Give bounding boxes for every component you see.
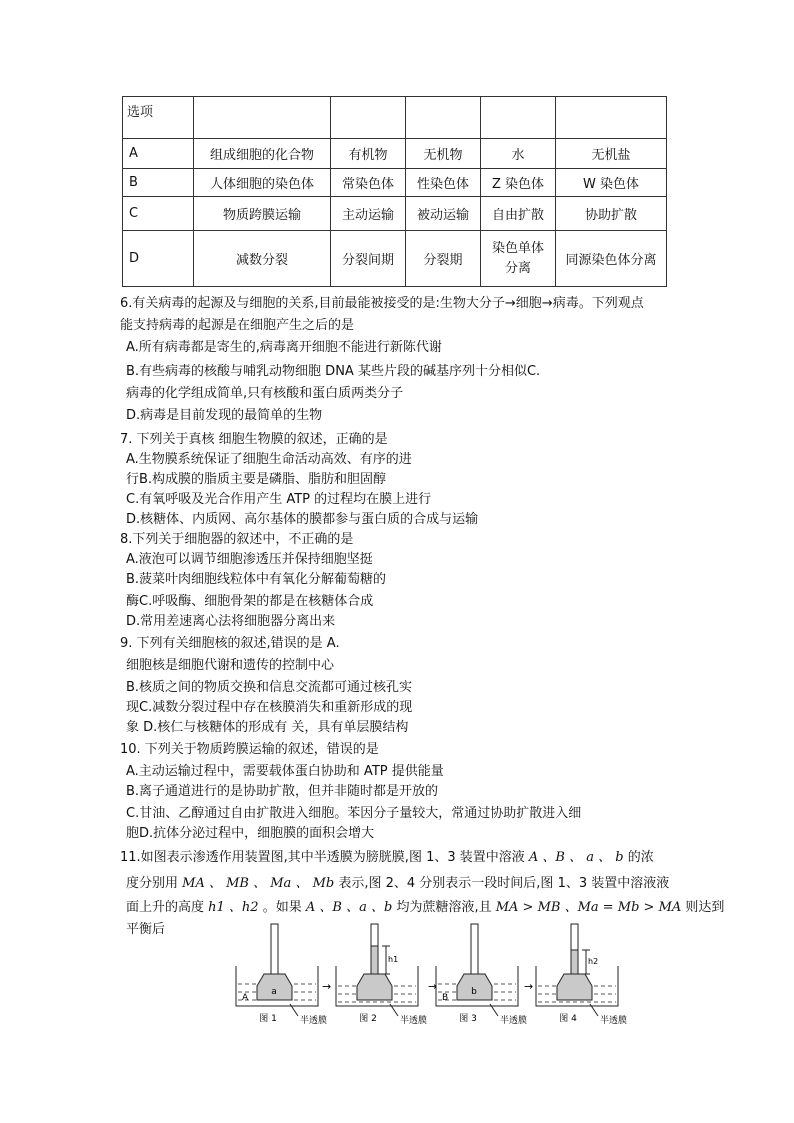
table-row <box>123 139 667 169</box>
table-cell <box>481 97 556 139</box>
table-cell: W 染色体 <box>556 169 667 197</box>
q11-text: 表示,图 2、4 分别表示一段时间后,图 1、3 装置中溶液液 <box>338 876 670 891</box>
answer-option: A.液泡可以调节细胞渗透压并保持细胞坚挺 <box>126 552 373 567</box>
q11-text: 。如果 <box>262 900 302 915</box>
figure-label: 图 3 <box>459 1014 477 1024</box>
answer-option: 行B.构成膜的脂质主要是磷脂、脂肪和胆固醇 <box>126 472 387 487</box>
height-label: h1 <box>388 955 399 964</box>
question-7-stem: 7. 下列关于真核 细胞生物膜的叙述，正确的是 <box>120 432 388 447</box>
table-row <box>123 197 667 231</box>
table-cell: 组成细胞的化合物 <box>194 139 331 169</box>
table-cell: B <box>123 169 194 197</box>
arrow-icon: → <box>428 980 438 993</box>
arrow-icon: → <box>524 980 534 993</box>
answer-option: B.离子通道进行的是协助扩散，但并非随时都是开放的 <box>126 784 439 799</box>
question-10-stem: 10. 下列关于物质跨膜运输的叙述，错误的是 <box>120 742 379 757</box>
table-cell: 染色单体分离 <box>481 231 556 287</box>
table-cell: 同源染色体分离 <box>556 231 667 287</box>
question-8-stem: 8.下列关于细胞器的叙述中，不正确的是 <box>120 532 354 547</box>
table-cell: 有机物 <box>331 139 406 169</box>
table-row <box>123 231 667 287</box>
membrane-label: 半透膜 <box>600 1016 628 1026</box>
q11-text: 11.如图表示渗透作用装置图,其中半透膜为膀胱膜,图 1、3 装置中溶液 <box>120 850 525 865</box>
table-cell: 物质跨膜运输 <box>194 197 331 231</box>
table-cell: Z 染色体 <box>481 169 556 197</box>
answer-option: D.病毒是目前发现的最简单的生物 <box>126 408 323 423</box>
table-cell: 无机物 <box>406 139 481 169</box>
table-cell: 性染色体 <box>406 169 481 197</box>
answer-option: D.常用差速离心法将细胞器分离出来 <box>126 614 336 629</box>
table-cell: 协助扩散 <box>556 197 667 231</box>
answer-option: 酶C.呼吸酶、细胞骨架的都是在核糖体合成 <box>126 594 374 609</box>
figure-label: 图 2 <box>359 1014 377 1024</box>
q11-text: 度分别用 <box>126 876 179 891</box>
membrane-label: 半透膜 <box>300 1016 328 1026</box>
question-6-stem: 6.有关病毒的起源及与细胞的关系,目前最能被接受的是:生物大分子→细胞→病毒。下列观点 <box>120 296 644 311</box>
q11-text: 均为蔗糖溶液,且 <box>396 900 492 915</box>
answer-option: A.生物膜系统保证了细胞生命活动高效、有序的进 <box>126 452 412 467</box>
device-4 <box>536 924 627 1026</box>
q11-variables: MA 、 MB 、 Ma 、 Mb <box>182 876 335 891</box>
answer-option: B.有些病毒的核酸与哺乳动物细胞 DNA 某些片段的碱基序列十分相似C. <box>126 364 541 379</box>
table-cell: 人体细胞的染色体 <box>194 169 331 197</box>
arrow-icon: → <box>322 980 332 993</box>
q11-text: 的浓 <box>627 850 654 865</box>
figure-label: 图 4 <box>559 1014 577 1024</box>
answer-option: 细胞核是细胞代谢和遗传的控制中心 <box>126 658 335 673</box>
q11-variables: A 、B 、 a 、 b <box>528 850 624 865</box>
question-11-stem <box>126 896 724 915</box>
table-cell: 主动运输 <box>331 197 406 231</box>
answer-option: A.主动运输过程中，需要载体蛋白协助和 ATP 提供能量 <box>126 764 444 779</box>
table-cell: 被动运输 <box>406 197 481 231</box>
device-1 <box>236 924 327 1026</box>
answer-option: D.核糖体、内质网、高尔基体的膜都参与蛋白质的合成与运输 <box>126 512 479 527</box>
question-6-stem: 能支持病毒的起源是在细胞产生之后的是 <box>120 318 355 333</box>
device-3 <box>436 924 527 1026</box>
question-9-stem: 9. 下列有关细胞核的叙述,错误的是 A. <box>120 636 340 651</box>
question-11-stem <box>126 872 669 891</box>
outer-solution-label: B <box>442 993 449 1003</box>
membrane-label: 半透膜 <box>400 1016 428 1026</box>
options-table <box>122 96 667 287</box>
table-cell: 选项 <box>123 97 194 139</box>
table-cell <box>556 97 667 139</box>
table-cell <box>331 97 406 139</box>
q11-variables: A 、B 、a 、b <box>305 900 393 915</box>
table-cell: 减数分裂 <box>194 231 331 287</box>
table-cell <box>194 97 331 139</box>
table-cell: A <box>123 139 194 169</box>
q11-variables: h1 、h2 <box>208 900 259 915</box>
table-header-row <box>123 97 667 139</box>
answer-option: B.菠菜叶肉细胞线粒体中有氧化分解葡萄糖的 <box>126 572 387 587</box>
answer-option: 象 D.核仁与核糖体的形成有 关，具有单层膜结构 <box>126 720 409 735</box>
q11-condition: MA > MB 、Ma = Mb > MA <box>495 900 682 915</box>
table-cell <box>406 97 481 139</box>
answer-option: 胞D.抗体分泌过程中，细胞膜的面积会增大 <box>126 826 375 841</box>
height-label: h2 <box>588 957 599 966</box>
table-cell: 无机盐 <box>556 139 667 169</box>
table-row <box>123 169 667 197</box>
membrane-label: 半透膜 <box>500 1016 528 1026</box>
table-cell: 常染色体 <box>331 169 406 197</box>
inner-solution-label: a <box>271 987 277 997</box>
table-cell: C <box>123 197 194 231</box>
table-cell: 分裂期 <box>406 231 481 287</box>
answer-option: C.甘油、乙醇通过自由扩散进入细胞。苯因分子量较大，常通过协助扩散进入细 <box>126 806 582 821</box>
inner-solution-label: b <box>471 987 477 997</box>
answer-option: C.有氧呼吸及光合作用产生 ATP 的过程均在膜上进行 <box>126 492 432 507</box>
figure-label: 图 1 <box>259 1014 277 1024</box>
q11-text: 面上升的高度 <box>126 900 205 915</box>
question-11-stem <box>120 846 654 865</box>
question-11-stem: 平衡后 <box>126 922 166 937</box>
table-cell: 分裂间期 <box>331 231 406 287</box>
table-cell: D <box>123 231 194 287</box>
answer-option: 病毒的化学组成简单,只有核酸和蛋白质两类分子 <box>126 386 404 401</box>
answer-option: A.所有病毒都是寄生的,病毒离开细胞不能进行新陈代谢 <box>126 340 442 355</box>
osmosis-figure <box>232 924 652 1024</box>
outer-solution-label: A <box>242 993 249 1003</box>
table-cell: 自由扩散 <box>481 197 556 231</box>
table-cell: 水 <box>481 139 556 169</box>
q11-text: 则达到 <box>685 900 725 915</box>
answer-option: 现C.减数分裂过程中存在核膜消失和重新形成的现 <box>126 700 413 715</box>
device-2 <box>336 924 427 1026</box>
answer-option: B.核质之间的物质交换和信息交流都可通过核孔实 <box>126 680 413 695</box>
